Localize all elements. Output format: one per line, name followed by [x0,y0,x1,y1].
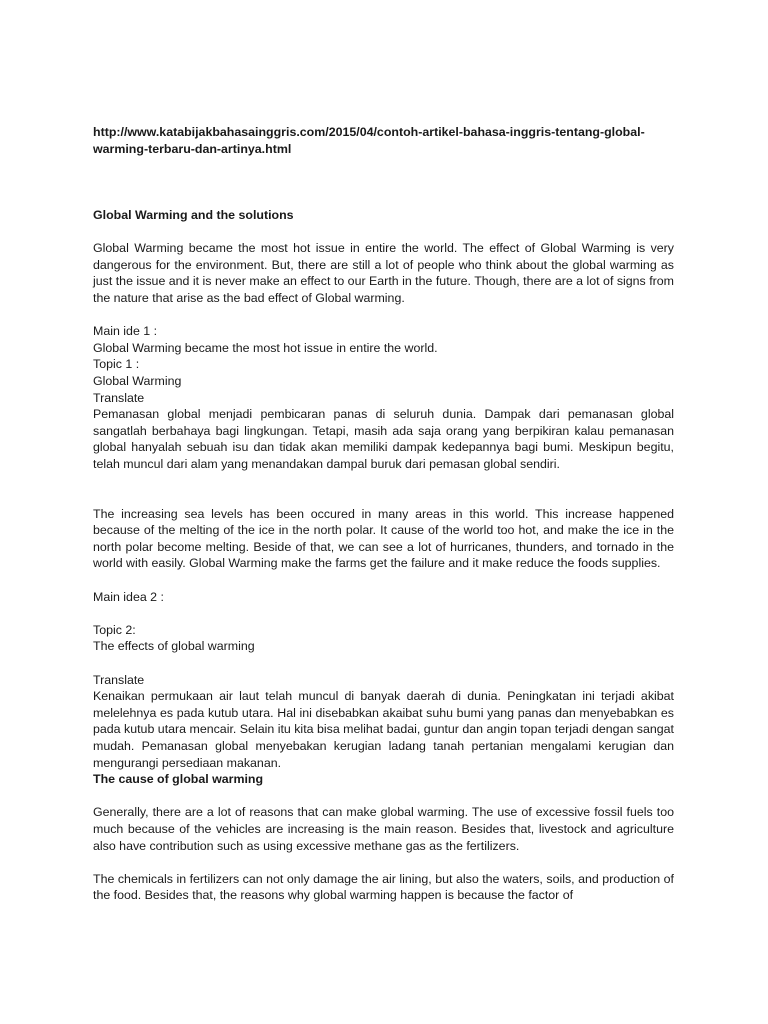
translate-1-label: Translate [93,390,145,405]
spacer [93,572,674,589]
topic-1-label: Topic 1 : [93,357,140,372]
source-url-line-1: http://www.katabijakbahasainggris.com/2015/04/contoh-artikel-bahasa-inggris-tentang-global- [93,125,645,139]
translate-2-label: Translate [93,672,145,687]
spacer [93,854,674,871]
spacer [93,655,674,672]
spacer [93,605,674,622]
main-idea-1-text: Global Warming became the most hot issue in entire the world. [93,340,438,355]
topic-2-label: Topic 2: [93,622,136,637]
document-title: Global Warming and the solutions [93,207,294,222]
topic-1-text: Global Warming [93,373,182,388]
cause-heading: The cause of global warming [93,772,264,787]
intro-paragraph: Global Warming became the most hot issue in entire the world. The effect of Global Warming is very dangerous for the environment. But, there are still a lot of people who think about the global warming as just the issue and it is never make an effect to our Earth in the future. Though, there are a lot of signs from the nature that arise as the bad effect of Global warming. [93,241,674,305]
translate-2-paragraph: Kenaikan permukaan air laut telah muncul di banyak daerah di dunia. Peningkatan ini terjadi akibat melelehnya es pada kutub utara. Hal ini disebabkan akaibat suhu bumi yang panas dan menyebabkan es pada kutub utara mencair. Selain itu kita bisa melihat badai, guntur dan angin topan terjadi dengan sangat mudah. Pemanasan global menyebakan kerugian ladang tanah pertanian mengalami kerugian dan mengurangi persediaan makanan. [93,689,674,770]
spacer [93,307,674,324]
chemicals-paragraph: The chemicals in fertilizers can not only damage the air lining, but also the waters, soils, and production of the food. Besides that, the reasons why global warming happen is because the factor of [93,871,674,903]
source-url-line-2: warming-terbaru-dan-artinya.html [93,141,292,156]
translate-1-paragraph: Pemanasan global menjadi pembicaran panas di seluruh dunia. Dampak dari pemanasan global sangatlah berbahaya bagi lingkungan. Tetapi, masih ada saja orang yang berpikiran kalau pemanasan global hanyalah sebuah isu dan tidak akan memiliki dampak kedepannya bagi bumi. Meskipun begitu, telah muncul dari alam yang menandakan dampal buruk dari pemasan global sendiri. [93,407,674,471]
cause-paragraph: Generally, there are a lot of reasons that can make global warming. The use of excessive fossil fuels too much because of the vehicles are increasing is the main reason. Besides that, livestock and agriculture also have contribution such as using excessive methane gas as the fertilizers. [93,805,674,853]
spacer [93,788,674,805]
spacer [93,224,674,241]
spacer [93,157,674,207]
sea-level-paragraph: The increasing sea levels has been occured in many areas in this world. This increase happened because of the melting of the ice in the north polar. It cause of the world too hot, and make the ice in the north polar become melting. Beside of that, we can see a lot of hurricanes, thunders, and tornado in the world with easily. Global Warming make the farms get the failure and it make reduce the foods supplies. [93,506,674,571]
main-idea-1-label: Main ide 1 : [93,324,158,339]
spacer [93,472,674,505]
main-idea-2-label: Main idea 2 : [93,589,164,604]
topic-2-text: The effects of global warming [93,639,255,654]
document-page [93,124,674,904]
